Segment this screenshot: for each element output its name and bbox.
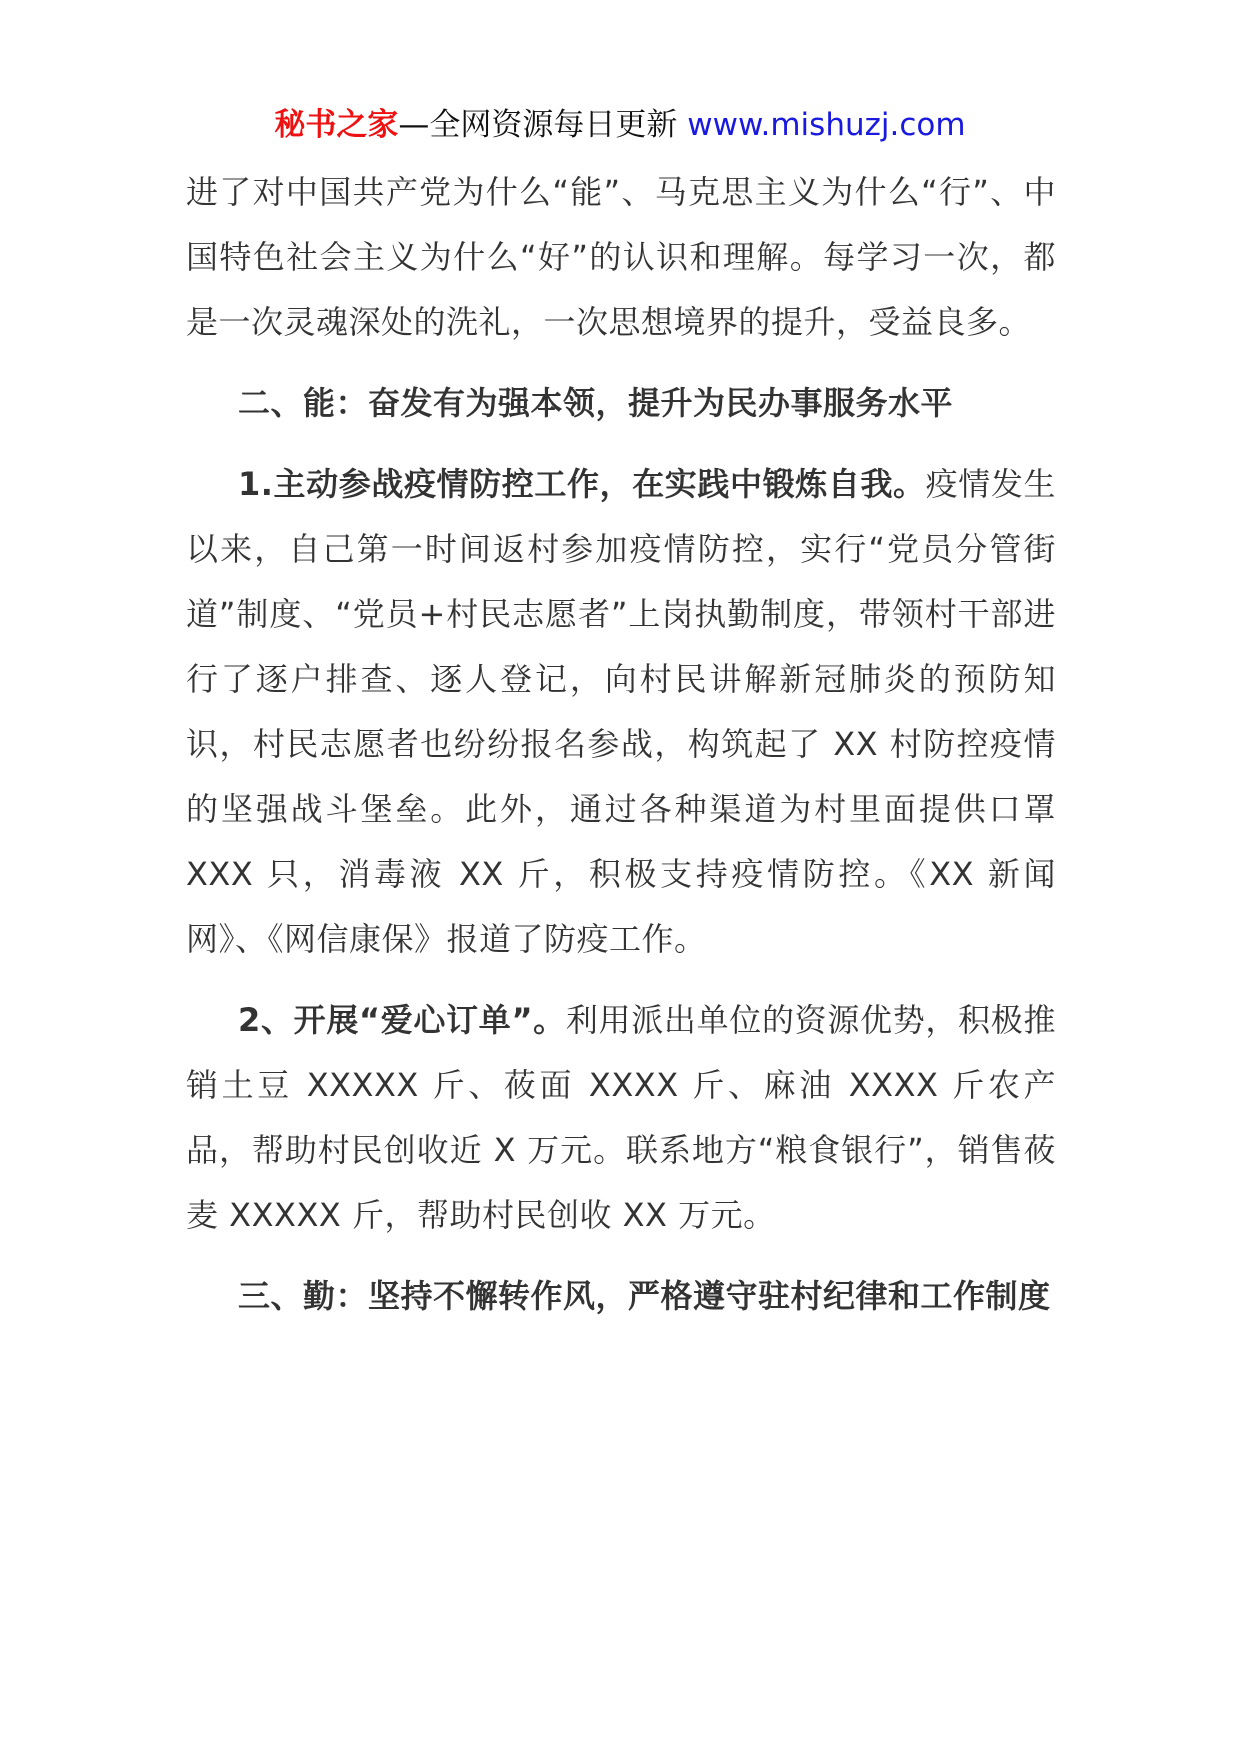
item-1-title: 1.主动参战疫情防控工作，在实践中锻炼自我。	[238, 465, 926, 503]
section-heading-3: 三、勤：坚持不懈转作风，严格遵守驻村纪律和工作制度	[238, 1277, 1051, 1315]
paragraph-continued: 进了对中国共产党为什么“能”、马克思主义为什么“行”、中国特色社会主义为什么“好”的认识和理解。每学习一次，都是一次灵魂深处的洗礼，一次思想境界的提升，受益良多。	[186, 173, 1056, 341]
section-heading-2: 二、能：奋发有为强本领，提升为民办事服务水平	[238, 384, 954, 422]
item-1-body: 疫情发生以来，自己第一时间返村参加疫情防控，实行“党员分管街道”制度、“党员+村民志愿者”上岗执勤制度，带领村干部进行了逐户排查、逐人登记，向村民讲解新冠肺炎的预防知识，村民志愿者也纷纷报名参战，构筑起了 XX 村防控疫情的坚强战斗堡垒。此外，通过各种渠道为村里面提供口罩 XXX 只，消毒液 XX 斤，积极支持疫情防控。《XX 新闻网》、《网信康保》报道了防疫工作。	[186, 465, 1056, 958]
item-2-title: 2、开展“爱心订单”。	[238, 1001, 566, 1039]
site-url-link[interactable]: www.mishuzj.com	[687, 107, 966, 143]
site-header	[0, 100, 1240, 150]
document-body	[186, 160, 1056, 1329]
item-2-body: 利用派出单位的资源优势，积极推销土豆 XXXXX 斤、莜面 XXXX 斤、麻油 XXXX 斤农产品，帮助村民创收近 X 万元。联系地方“粮食银行”，销售莜麦 XXXXX 斤，帮助村民创收 XX 万元。	[186, 1001, 1056, 1234]
site-slogan: —全网资源每日更新	[398, 107, 678, 143]
site-brand: 秘书之家	[274, 107, 399, 143]
paragraph-item-2	[186, 988, 1056, 1248]
paragraph-item-1	[186, 452, 1056, 972]
